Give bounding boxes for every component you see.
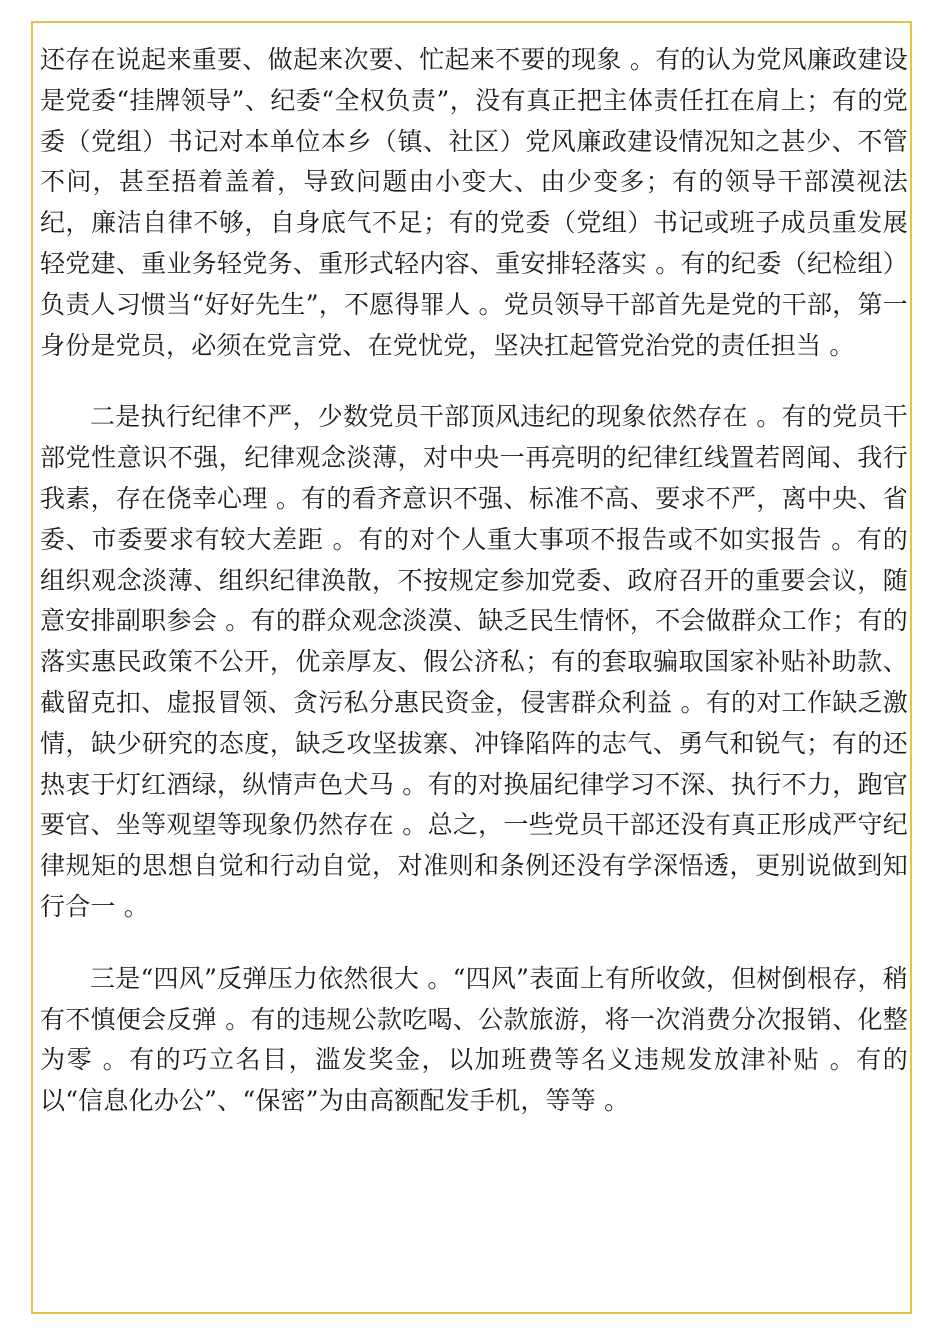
paragraph-1: 还存在说起来重要、做起来次要、忙起来不要的现象 。有的认为党风廉政建设是党委“挂牌领导”、纪委“全权负责”，没有真正把主体责任扛在肩上；有的党委（党组）书记对本单位本乡（镇、社区）党风廉政建设情况知之甚少、不管不问，甚至捂着盖着，导致问题由小变大、由少变多；有的领导干部漠视法纪，廉洁自律不够，自身底气不足；有的党委（党组）书记或班子成员重发展轻党建、重业务轻党务、重形式轻内容、重安排轻落实 。有的纪委（纪检组）负责人习惯当“好好先生”，不愿得罪人 。党员领导干部首先是党的干部，第一身份是党员，必须在党言党、在党忧党，坚决扛起管党治党的责任担当 。 (40, 45, 908, 360)
paragraph-3: 三是“四风”反弹压力依然很大 。“四风”表面上有所收敛，但树倒根存，稍有不慎便会反弹 。有的违规公款吃喝、公款旅游，将一次消费分次报销、化整为零 。有的巧立名目，滥发奖金，以加班费等名义违规发放津补贴 。有的以“信息化办公”、“保密”为由高额配发手机，等等 。 (40, 963, 908, 1116)
paragraph-2: 二是执行纪律不严，少数党员干部顶风违纪的现象依然存在 。有的党员干部党性意识不强，纪律观念淡薄，对中央一再亮明的纪律红线置若罔闻、我行我素，存在侥幸心理 。有的看齐意识不强、标准不高、要求不严，离中央、省委、市委要求有较大差距 。有的对个人重大事项不报告或不如实报告 。有的组织观念淡薄、组织纪律涣散，不按规定参加党委、政府召开的重要会议，随意安排副职参会 。有的群众观念淡漠、缺乏民生情怀，不会做群众工作；有的落实惠民政策不公开，优亲厚友、假公济私；有的套取骗取国家补贴补助款、截留克扣、虚报冒领、贪污私分惠民资金，侵害群众利益 。有的对工作缺乏激情，缺少研究的态度，缺乏攻坚拔寨、冲锋陷阵的志气、勇气和锐气；有的还热衷于灯红酒绿，纵情声色犬马 。有的对换届纪律学习不深、执行不力，跑官要官、坐等观望等现象仍然存在 。总之，一些党员干部还没有真正形成严守纪律规矩的思想自觉和行动自觉，对准则和条例还没有学深悟透，更别说做到知行合一 。 (40, 402, 908, 921)
document-body (40, 40, 908, 1122)
